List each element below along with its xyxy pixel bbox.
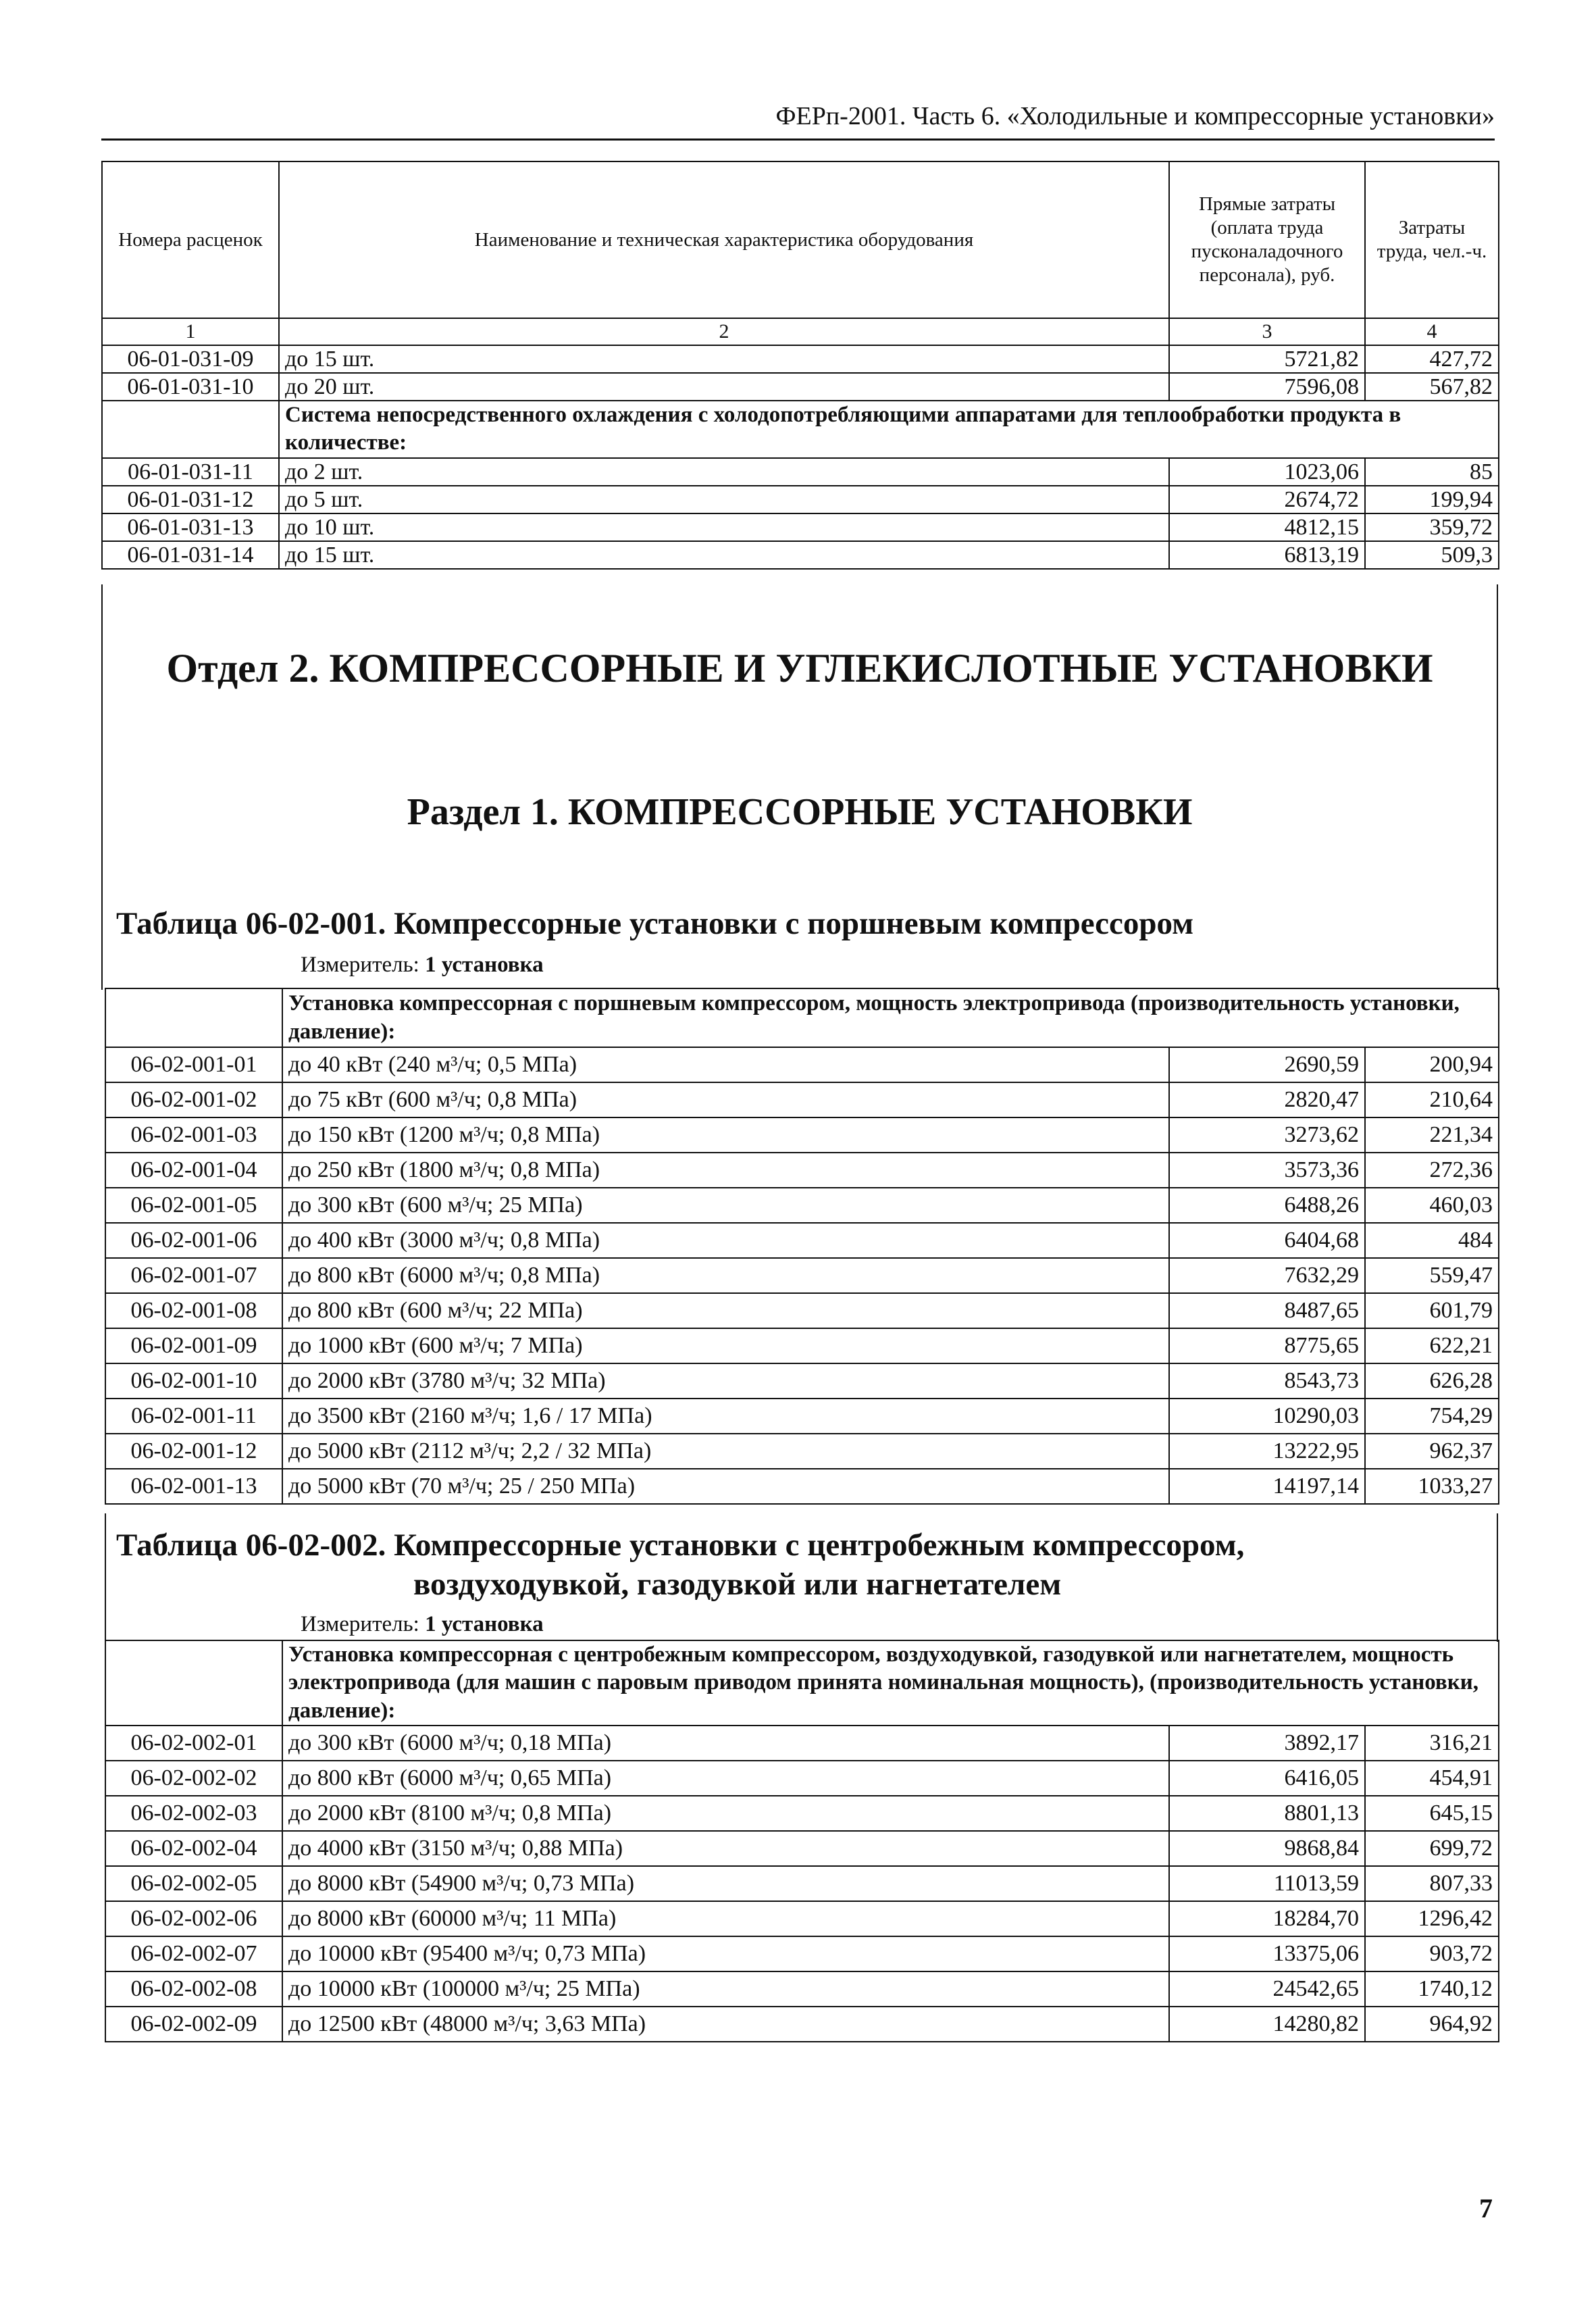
- group-subheader-row: [105, 1640, 1499, 1726]
- rate-code-cell: 06-02-002-07: [105, 1936, 282, 1971]
- labor-cost-cell: 699,72: [1365, 1831, 1499, 1866]
- equipment-name-cell: до 20 шт.: [279, 373, 1169, 401]
- labor-cost-cell: 1296,42: [1365, 1901, 1499, 1936]
- rate-code-cell: 06-02-001-05: [105, 1188, 282, 1223]
- equipment-name-cell: до 2000 кВт (3780 м³/ч; 32 МПа): [282, 1363, 1169, 1399]
- direct-cost-cell: 6416,05: [1169, 1761, 1365, 1796]
- table-row: [102, 373, 1499, 401]
- rate-code-cell: 06-02-001-06: [105, 1223, 282, 1258]
- equipment-name-cell: до 300 кВт (600 м³/ч; 25 МПа): [282, 1188, 1169, 1223]
- table-row: [105, 1363, 1499, 1399]
- measure-label: Измеритель:: [301, 953, 419, 977]
- group-subheader: Установка компрессорная с поршневым компрессором, мощность электропривода (производительность установки, давление):: [282, 988, 1499, 1047]
- labor-cost-cell: 200,94: [1365, 1047, 1499, 1082]
- direct-cost-cell: 8775,65: [1169, 1328, 1365, 1363]
- table-row: [105, 1328, 1499, 1363]
- equipment-name-cell: до 5 шт.: [279, 486, 1169, 513]
- direct-cost-cell: 4812,15: [1169, 513, 1365, 541]
- direct-cost-cell: 1023,06: [1169, 458, 1365, 486]
- equipment-name-cell: до 5000 кВт (70 м³/ч; 25 / 250 МПа): [282, 1469, 1169, 1504]
- equipment-name-cell: до 800 кВт (600 м³/ч; 22 МПа): [282, 1293, 1169, 1328]
- labor-cost-cell: 567,82: [1365, 373, 1499, 401]
- direct-cost-cell: 13375,06: [1169, 1936, 1365, 1971]
- group-subheader-row: [102, 401, 1499, 458]
- table-row: [105, 1469, 1499, 1504]
- equipment-name-cell: до 150 кВт (1200 м³/ч; 0,8 МПа): [282, 1117, 1169, 1153]
- rate-code-cell: 06-02-001-07: [105, 1258, 282, 1293]
- direct-cost-cell: 2820,47: [1169, 1082, 1365, 1117]
- section-heading: Раздел 1. КОМПРЕССОРНЫЕ УСТАНОВКИ: [407, 791, 1193, 833]
- col-index: 2: [279, 318, 1169, 345]
- direct-cost-cell: 3892,17: [1169, 1726, 1365, 1761]
- direct-cost-cell: 7596,08: [1169, 373, 1365, 401]
- direct-cost-cell: 6488,26: [1169, 1188, 1365, 1223]
- column-index-row: [102, 318, 1499, 345]
- labor-cost-cell: 454,91: [1365, 1761, 1499, 1796]
- table-row: [105, 1831, 1499, 1866]
- rate-code-cell: 06-02-001-04: [105, 1153, 282, 1188]
- labor-cost-cell: 484: [1365, 1223, 1499, 1258]
- equipment-name-cell: до 2 шт.: [279, 458, 1169, 486]
- labor-cost-cell: 964,92: [1365, 2007, 1499, 2042]
- rate-code-cell: 06-02-002-01: [105, 1726, 282, 1761]
- empty-cell: [105, 988, 282, 1047]
- rate-code-cell: 06-02-002-05: [105, 1866, 282, 1901]
- empty-cell: [102, 401, 279, 458]
- equipment-name-cell: до 40 кВт (240 м³/ч; 0,5 МПа): [282, 1047, 1169, 1082]
- table-row: [105, 1082, 1499, 1117]
- direct-cost-cell: 13222,95: [1169, 1434, 1365, 1469]
- table-title-line2: воздуходувкой, газодувкой или нагнетателем: [413, 1567, 1062, 1602]
- direct-cost-cell: 7632,29: [1169, 1258, 1365, 1293]
- table-row: [105, 1796, 1499, 1831]
- equipment-name-cell: до 12500 кВт (48000 м³/ч; 3,63 МПа): [282, 2007, 1169, 2042]
- equipment-name-cell: до 75 кВт (600 м³/ч; 0,8 МПа): [282, 1082, 1169, 1117]
- table-title-06-02-002: [116, 1527, 1244, 1563]
- rate-code-cell: 06-02-002-04: [105, 1831, 282, 1866]
- col-header-direct-costs: Прямые затраты (оплата труда пусконаладочного персонала), руб.: [1169, 161, 1365, 318]
- labor-cost-cell: 210,64: [1365, 1082, 1499, 1117]
- labor-cost-cell: 1033,27: [1365, 1469, 1499, 1504]
- direct-cost-cell: 6813,19: [1169, 541, 1365, 569]
- equipment-name-cell: до 300 кВт (6000 м³/ч; 0,18 МПа): [282, 1726, 1169, 1761]
- table-row: [105, 1434, 1499, 1469]
- equipment-name-cell: до 4000 кВт (3150 м³/ч; 0,88 МПа): [282, 1831, 1169, 1866]
- labor-cost-cell: 903,72: [1365, 1936, 1499, 1971]
- table-row: [105, 1223, 1499, 1258]
- labor-cost-cell: 645,15: [1365, 1796, 1499, 1831]
- rate-code-cell: 06-02-002-09: [105, 2007, 282, 2042]
- running-header: ФЕРп-2001. Часть 6. «Холодильные и компрессорные установки»: [775, 102, 1495, 130]
- group-subheader: Установка компрессорная с центробежным компрессором, воздуходувкой, газодувкой или нагнетателем, мощность электропривода (для машин с паровым приводом принята номинальная мощность), (производительность установки, давление):: [282, 1640, 1499, 1726]
- labor-cost-cell: 199,94: [1365, 486, 1499, 513]
- equipment-name-cell: до 15 шт.: [279, 345, 1169, 373]
- col-header-name: Наименование и техническая характеристика оборудования: [279, 161, 1169, 318]
- table-row: [105, 1258, 1499, 1293]
- table-frame-right: [1497, 1513, 1498, 1642]
- direct-cost-cell: 18284,70: [1169, 1901, 1365, 1936]
- table-row: [102, 513, 1499, 541]
- table-row: [105, 1117, 1499, 1153]
- labor-cost-cell: 509,3: [1365, 541, 1499, 569]
- labor-cost-cell: 316,21: [1365, 1726, 1499, 1761]
- rates-table-06-02-001: [105, 988, 1499, 1505]
- rate-code-cell: 06-01-031-09: [102, 345, 279, 373]
- direct-cost-cell: 8487,65: [1169, 1293, 1365, 1328]
- col-header-codes: Номера расценок: [102, 161, 279, 318]
- rate-code-cell: 06-02-002-03: [105, 1796, 282, 1831]
- labor-cost-cell: 962,37: [1365, 1434, 1499, 1469]
- rate-code-cell: 06-02-002-02: [105, 1761, 282, 1796]
- measure-value: 1 установка: [425, 1612, 544, 1636]
- measure-line: [301, 1612, 544, 1637]
- table-row: [105, 1399, 1499, 1434]
- col-index: 1: [102, 318, 279, 345]
- equipment-name-cell: до 15 шт.: [279, 541, 1169, 569]
- col-header-labor: Затраты труда, чел.-ч.: [1365, 161, 1499, 318]
- direct-cost-cell: 9868,84: [1169, 1831, 1365, 1866]
- group-subheader-row: [105, 988, 1499, 1047]
- table-code: Таблица 06-02-001.: [116, 906, 386, 941]
- equipment-name-cell: до 800 кВт (6000 м³/ч; 0,65 МПа): [282, 1761, 1169, 1796]
- direct-cost-cell: 10290,03: [1169, 1399, 1365, 1434]
- rates-table-06-02-002: [105, 1640, 1499, 2042]
- rate-code-cell: 06-02-001-02: [105, 1082, 282, 1117]
- rates-table-continuation: [101, 161, 1499, 570]
- direct-cost-cell: 8801,13: [1169, 1796, 1365, 1831]
- table-row: [105, 1188, 1499, 1223]
- direct-cost-cell: 2674,72: [1169, 486, 1365, 513]
- department-heading: Отдел 2. КОМПРЕССОРНЫЕ И УГЛЕКИСЛОТНЫЕ УСТАНОВКИ: [166, 646, 1433, 690]
- page-number: 7: [1479, 2193, 1493, 2223]
- rate-code-cell: 06-01-031-14: [102, 541, 279, 569]
- table-row: [102, 541, 1499, 569]
- direct-cost-cell: 6404,68: [1169, 1223, 1365, 1258]
- table-title-06-02-001: [116, 905, 1193, 942]
- equipment-name-cell: до 400 кВт (3000 м³/ч; 0,8 МПа): [282, 1223, 1169, 1258]
- table-row: [105, 1153, 1499, 1188]
- rate-code-cell: 06-02-001-08: [105, 1293, 282, 1328]
- direct-cost-cell: 3273,62: [1169, 1117, 1365, 1153]
- equipment-name-cell: до 250 кВт (1800 м³/ч; 0,8 МПа): [282, 1153, 1169, 1188]
- rate-code-cell: 06-02-001-13: [105, 1469, 282, 1504]
- measure-value: 1 установка: [425, 953, 544, 977]
- table-row: [102, 458, 1499, 486]
- labor-cost-cell: 559,47: [1365, 1258, 1499, 1293]
- equipment-name-cell: до 5000 кВт (2112 м³/ч; 2,2 / 32 МПа): [282, 1434, 1169, 1469]
- direct-cost-cell: 14197,14: [1169, 1469, 1365, 1504]
- col-index: 4: [1365, 318, 1499, 345]
- col-index: 3: [1169, 318, 1365, 345]
- labor-cost-cell: 754,29: [1365, 1399, 1499, 1434]
- table-header-row: [102, 161, 1499, 318]
- direct-cost-cell: 24542,65: [1169, 1971, 1365, 2007]
- labor-cost-cell: 622,21: [1365, 1328, 1499, 1363]
- rate-code-cell: 06-01-031-12: [102, 486, 279, 513]
- equipment-name-cell: до 3500 кВт (2160 м³/ч; 1,6 / 17 МПа): [282, 1399, 1169, 1434]
- labor-cost-cell: 85: [1365, 458, 1499, 486]
- equipment-name-cell: до 8000 кВт (60000 м³/ч; 11 МПа): [282, 1901, 1169, 1936]
- empty-cell: [105, 1640, 282, 1726]
- table-title-text: Компрессорные установки с центробежным компрессором,: [394, 1528, 1245, 1563]
- labor-cost-cell: 221,34: [1365, 1117, 1499, 1153]
- table-row: [105, 1761, 1499, 1796]
- equipment-name-cell: до 10 шт.: [279, 513, 1169, 541]
- rate-code-cell: 06-01-031-13: [102, 513, 279, 541]
- header-rule: [101, 139, 1495, 141]
- rate-code-cell: 06-02-001-03: [105, 1117, 282, 1153]
- direct-cost-cell: 11013,59: [1169, 1866, 1365, 1901]
- rate-code-cell: 06-02-001-10: [105, 1363, 282, 1399]
- equipment-name-cell: до 800 кВт (6000 м³/ч; 0,8 МПа): [282, 1258, 1169, 1293]
- rate-code-cell: 06-02-001-11: [105, 1399, 282, 1434]
- table-row: [105, 1293, 1499, 1328]
- table-code: Таблица 06-02-002.: [116, 1528, 386, 1563]
- equipment-name-cell: до 2000 кВт (8100 м³/ч; 0,8 МПа): [282, 1796, 1169, 1831]
- rate-code-cell: 06-02-002-08: [105, 1971, 282, 2007]
- direct-cost-cell: 2690,59: [1169, 1047, 1365, 1082]
- equipment-name-cell: до 1000 кВт (600 м³/ч; 7 МПа): [282, 1328, 1169, 1363]
- table-row: [105, 1047, 1499, 1082]
- rate-code-cell: 06-02-001-12: [105, 1434, 282, 1469]
- table-row: [102, 486, 1499, 513]
- rate-code-cell: 06-02-001-01: [105, 1047, 282, 1082]
- equipment-name-cell: до 8000 кВт (54900 м³/ч; 0,73 МПа): [282, 1866, 1169, 1901]
- group-subheader: Система непосредственного охлаждения с холодопотребляющими аппаратами для теплообработки продукта в количестве:: [279, 401, 1499, 458]
- table-row: [105, 1726, 1499, 1761]
- table-row: [105, 1866, 1499, 1901]
- direct-cost-cell: 5721,82: [1169, 345, 1365, 373]
- table-frame-left: [105, 1513, 106, 1642]
- rate-code-cell: 06-01-031-11: [102, 458, 279, 486]
- direct-cost-cell: 14280,82: [1169, 2007, 1365, 2042]
- table-row: [105, 1936, 1499, 1971]
- table-row: [105, 1901, 1499, 1936]
- table-row: [105, 1971, 1499, 2007]
- equipment-name-cell: до 10000 кВт (95400 м³/ч; 0,73 МПа): [282, 1936, 1169, 1971]
- labor-cost-cell: 460,03: [1365, 1188, 1499, 1223]
- labor-cost-cell: 272,36: [1365, 1153, 1499, 1188]
- table-title-text: Компрессорные установки с поршневым компрессором: [394, 906, 1194, 941]
- rate-code-cell: 06-01-031-10: [102, 373, 279, 401]
- measure-label: Измеритель:: [301, 1612, 419, 1636]
- direct-cost-cell: 3573,36: [1169, 1153, 1365, 1188]
- labor-cost-cell: 807,33: [1365, 1866, 1499, 1901]
- equipment-name-cell: до 10000 кВт (100000 м³/ч; 25 МПа): [282, 1971, 1169, 2007]
- direct-cost-cell: 8543,73: [1169, 1363, 1365, 1399]
- table-row: [102, 345, 1499, 373]
- labor-cost-cell: 601,79: [1365, 1293, 1499, 1328]
- rate-code-cell: 06-02-001-09: [105, 1328, 282, 1363]
- rate-code-cell: 06-02-002-06: [105, 1901, 282, 1936]
- measure-line: [301, 953, 544, 978]
- labor-cost-cell: 626,28: [1365, 1363, 1499, 1399]
- labor-cost-cell: 359,72: [1365, 513, 1499, 541]
- labor-cost-cell: 427,72: [1365, 345, 1499, 373]
- table-row: [105, 2007, 1499, 2042]
- labor-cost-cell: 1740,12: [1365, 1971, 1499, 2007]
